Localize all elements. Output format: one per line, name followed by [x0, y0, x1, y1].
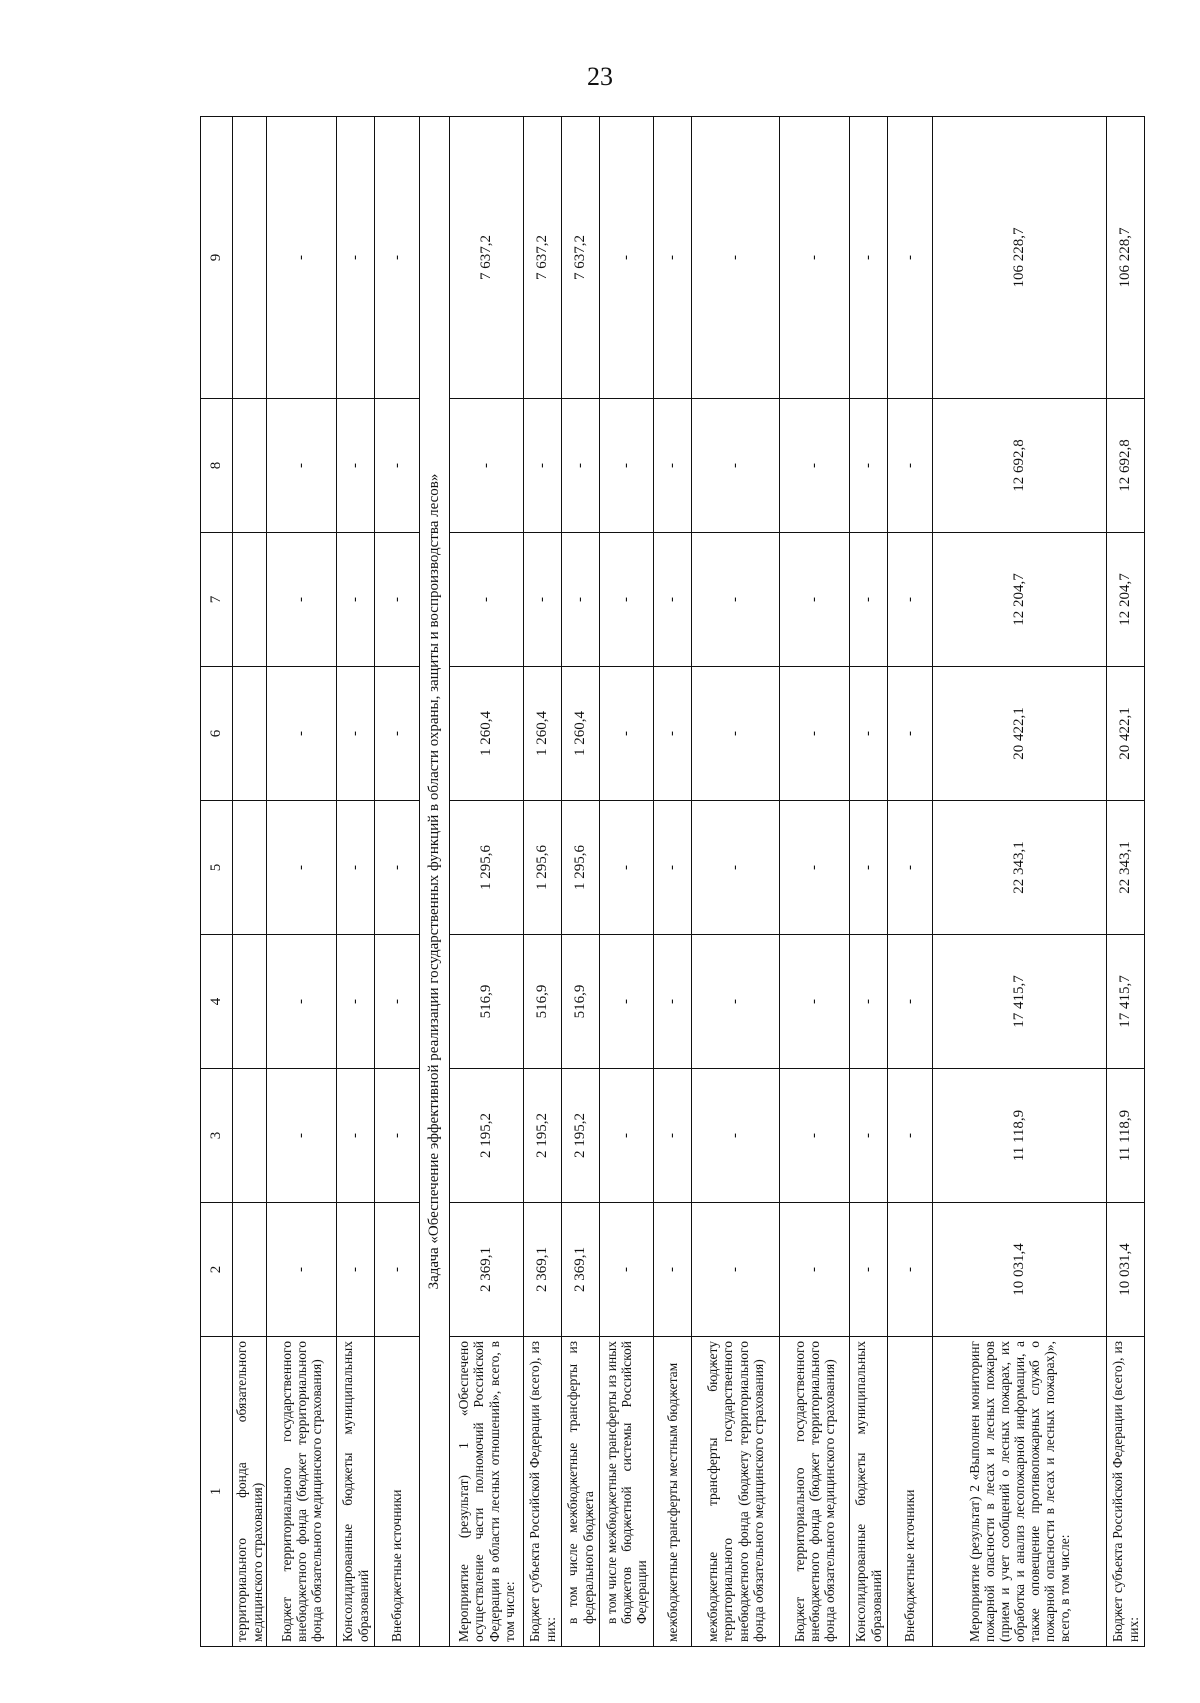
- row-value: -: [337, 801, 375, 935]
- row-value: 516,9: [524, 935, 562, 1069]
- table-row: [888, 117, 933, 1647]
- row-value: -: [850, 801, 888, 935]
- row-value: -: [267, 1203, 337, 1337]
- row-value: -: [692, 801, 780, 935]
- row-value: -: [692, 533, 780, 667]
- row-value: 12 204,7: [1107, 533, 1145, 667]
- row-value: 2 195,2: [450, 1069, 524, 1203]
- row-value: -: [780, 1069, 850, 1203]
- row-value: -: [267, 1069, 337, 1203]
- row-value: -: [337, 1069, 375, 1203]
- row-value: 1 260,4: [562, 667, 600, 801]
- row-label: в том числе межбюджетные трансферты из иных бюджетов бюджетной системы Российской Федерации: [600, 1337, 654, 1647]
- row-value: -: [850, 667, 888, 801]
- row-value: 2 195,2: [562, 1069, 600, 1203]
- row-label: Бюджет субъекта Российской Федерации (всего), из них:: [524, 1337, 562, 1647]
- row-value: 106 228,7: [1107, 117, 1145, 399]
- row-value: 106 228,7: [933, 117, 1107, 399]
- column-header-4: 4: [201, 935, 233, 1069]
- row-value: -: [267, 533, 337, 667]
- table-row: [524, 117, 562, 1647]
- row-value: -: [600, 399, 654, 533]
- rotated-table-wrapper: [200, 117, 1141, 1647]
- row-value: -: [524, 399, 562, 533]
- row-value: 1 295,6: [450, 801, 524, 935]
- table-row: [692, 117, 780, 1647]
- row-value: 7 637,2: [562, 117, 600, 399]
- row-value: -: [600, 801, 654, 935]
- row-value: 2 369,1: [450, 1203, 524, 1337]
- row-value: -: [850, 399, 888, 533]
- row-value: -: [600, 667, 654, 801]
- row-value: -: [850, 1069, 888, 1203]
- row-value: -: [654, 667, 692, 801]
- row-value: 17 415,7: [933, 935, 1107, 1069]
- row-value: [233, 1203, 267, 1337]
- row-value: 12 204,7: [933, 533, 1107, 667]
- row-value: -: [600, 533, 654, 667]
- row-value: 1 260,4: [450, 667, 524, 801]
- row-value: -: [337, 1203, 375, 1337]
- task-title: Задача «Обеспечение эффективной реализации государственных функций в области охраны, защиты и воспроизводства лесов»: [420, 117, 450, 1647]
- row-value: -: [692, 1203, 780, 1337]
- row-value: -: [600, 1069, 654, 1203]
- budget-table-body: [201, 117, 1145, 1647]
- row-value: -: [337, 667, 375, 801]
- row-value: -: [780, 533, 850, 667]
- row-value: -: [450, 533, 524, 667]
- row-value: 12 692,8: [1107, 399, 1145, 533]
- row-value: -: [654, 399, 692, 533]
- row-label: Внебюджетные источники: [375, 1337, 420, 1647]
- row-value: -: [654, 1069, 692, 1203]
- row-value: -: [780, 399, 850, 533]
- column-header-8: 8: [201, 399, 233, 533]
- row-label: Мероприятие (результат) 2 «Выполнен мониторинг пожарной опасности в лесах и лесных пожаров (прием и учет сообщений о лесных пожарах, их обработка и анализ лесопожарной информации, а также оповещение противопожарных служб о пожарной опасности в лесах и лесных пожарах)», всего, в том числе:: [933, 1337, 1107, 1647]
- row-value: -: [562, 533, 600, 667]
- row-value: 1 295,6: [562, 801, 600, 935]
- budget-table: [200, 116, 1145, 1647]
- row-label: Консолидированные бюджеты муниципальных образований: [850, 1337, 888, 1647]
- table-row: [337, 117, 375, 1647]
- row-value: -: [780, 667, 850, 801]
- row-value: -: [267, 117, 337, 399]
- row-value: -: [888, 1069, 933, 1203]
- row-value: -: [780, 801, 850, 935]
- row-value: 516,9: [562, 935, 600, 1069]
- row-value: -: [692, 117, 780, 399]
- row-value: -: [850, 533, 888, 667]
- table-row: [375, 117, 420, 1647]
- row-value: -: [337, 533, 375, 667]
- table-row: [780, 117, 850, 1647]
- row-value: 10 031,4: [1107, 1203, 1145, 1337]
- header-row: [201, 117, 233, 1647]
- row-label: межбюджетные трансферты бюджету территориального государственного внебюджетного фонда (бюджету территориального фонда обязательного медицинского страхования): [692, 1337, 780, 1647]
- row-value: -: [780, 117, 850, 399]
- row-value: -: [375, 1069, 420, 1203]
- row-value: -: [654, 935, 692, 1069]
- row-value: -: [267, 801, 337, 935]
- row-label: Бюджет территориального государственного внебюджетного фонда (бюджет территориального фонда обязательного медицинского страхования): [267, 1337, 337, 1647]
- row-value: -: [692, 399, 780, 533]
- table-row: [1107, 117, 1145, 1647]
- row-value: 11 118,9: [933, 1069, 1107, 1203]
- row-value: -: [375, 1203, 420, 1337]
- row-value: [233, 1069, 267, 1203]
- column-header-9: 9: [201, 117, 233, 399]
- column-header-2: 2: [201, 1203, 233, 1337]
- row-label: территориального фонда обязательного медицинского страхования): [233, 1337, 267, 1647]
- table-row: [562, 117, 600, 1647]
- row-value: 7 637,2: [450, 117, 524, 399]
- row-value: -: [267, 399, 337, 533]
- row-value: [233, 935, 267, 1069]
- row-value: 20 422,1: [933, 667, 1107, 801]
- row-value: -: [888, 1203, 933, 1337]
- table-row: [850, 117, 888, 1647]
- row-label: Бюджет субъекта Российской Федерации (всего), из них:: [1107, 1337, 1145, 1647]
- row-label: межбюджетные трансферты местным бюджетам: [654, 1337, 692, 1647]
- task-row: [420, 117, 450, 1647]
- row-value: -: [600, 935, 654, 1069]
- row-value: -: [888, 117, 933, 399]
- row-value: 2 195,2: [524, 1069, 562, 1203]
- table-row: [600, 117, 654, 1647]
- row-value: [233, 801, 267, 935]
- table-row: [450, 117, 524, 1647]
- table-row: [233, 117, 267, 1647]
- row-value: -: [375, 117, 420, 399]
- page-number: 23: [587, 62, 613, 91]
- row-value: -: [375, 667, 420, 801]
- row-value: 516,9: [450, 935, 524, 1069]
- row-value: [233, 117, 267, 399]
- column-header-3: 3: [201, 1069, 233, 1203]
- row-value: -: [562, 399, 600, 533]
- row-value: -: [692, 935, 780, 1069]
- row-value: -: [692, 667, 780, 801]
- row-value: 10 031,4: [933, 1203, 1107, 1337]
- row-value: -: [375, 399, 420, 533]
- column-header-5: 5: [201, 801, 233, 935]
- row-value: -: [692, 1069, 780, 1203]
- row-value: -: [654, 1203, 692, 1337]
- row-value: 17 415,7: [1107, 935, 1145, 1069]
- row-value: -: [600, 117, 654, 399]
- row-value: -: [888, 801, 933, 935]
- table-row: [654, 117, 692, 1647]
- row-value: -: [375, 801, 420, 935]
- column-header-6: 6: [201, 667, 233, 801]
- row-value: 12 692,8: [933, 399, 1107, 533]
- row-value: -: [337, 117, 375, 399]
- row-value: -: [450, 399, 524, 533]
- row-value: 2 369,1: [562, 1203, 600, 1337]
- row-value: [233, 667, 267, 801]
- row-value: -: [654, 801, 692, 935]
- column-header-7: 7: [201, 533, 233, 667]
- row-value: -: [780, 935, 850, 1069]
- row-value: 22 343,1: [933, 801, 1107, 935]
- row-value: -: [850, 1203, 888, 1337]
- row-value: -: [600, 1203, 654, 1337]
- row-value: -: [888, 399, 933, 533]
- row-label: в том числе межбюджетные трансферты из федерального бюджета: [562, 1337, 600, 1647]
- table-row: [267, 117, 337, 1647]
- row-value: -: [850, 117, 888, 399]
- table-row: [933, 117, 1107, 1647]
- row-value: -: [375, 935, 420, 1069]
- row-value: -: [850, 935, 888, 1069]
- row-value: -: [524, 533, 562, 667]
- row-value: -: [888, 533, 933, 667]
- row-value: [233, 533, 267, 667]
- row-value: -: [267, 935, 337, 1069]
- row-value: 11 118,9: [1107, 1069, 1145, 1203]
- row-value: -: [375, 533, 420, 667]
- row-label: Мероприятие (результат) 1 «Обеспечено осуществление части полномочий Российской Федерации в области лесных отношений», всего, в том числе:: [450, 1337, 524, 1647]
- row-value: -: [267, 667, 337, 801]
- row-value: [233, 399, 267, 533]
- row-label: Бюджет территориального государственного внебюджетного фонда (бюджет территориального фонда обязательного медицинского страхования): [780, 1337, 850, 1647]
- row-value: 7 637,2: [524, 117, 562, 399]
- row-value: -: [654, 533, 692, 667]
- row-label: Внебюджетные источники: [888, 1337, 933, 1647]
- row-value: 1 260,4: [524, 667, 562, 801]
- row-value: -: [337, 935, 375, 1069]
- row-label: Консолидированные бюджеты муниципальных образований: [337, 1337, 375, 1647]
- row-value: 2 369,1: [524, 1203, 562, 1337]
- row-value: 1 295,6: [524, 801, 562, 935]
- row-value: -: [780, 1203, 850, 1337]
- row-value: 20 422,1: [1107, 667, 1145, 801]
- row-value: -: [888, 667, 933, 801]
- row-value: -: [654, 117, 692, 399]
- row-value: -: [337, 399, 375, 533]
- row-value: -: [888, 935, 933, 1069]
- row-value: 22 343,1: [1107, 801, 1145, 935]
- column-header-1: 1: [201, 1337, 233, 1647]
